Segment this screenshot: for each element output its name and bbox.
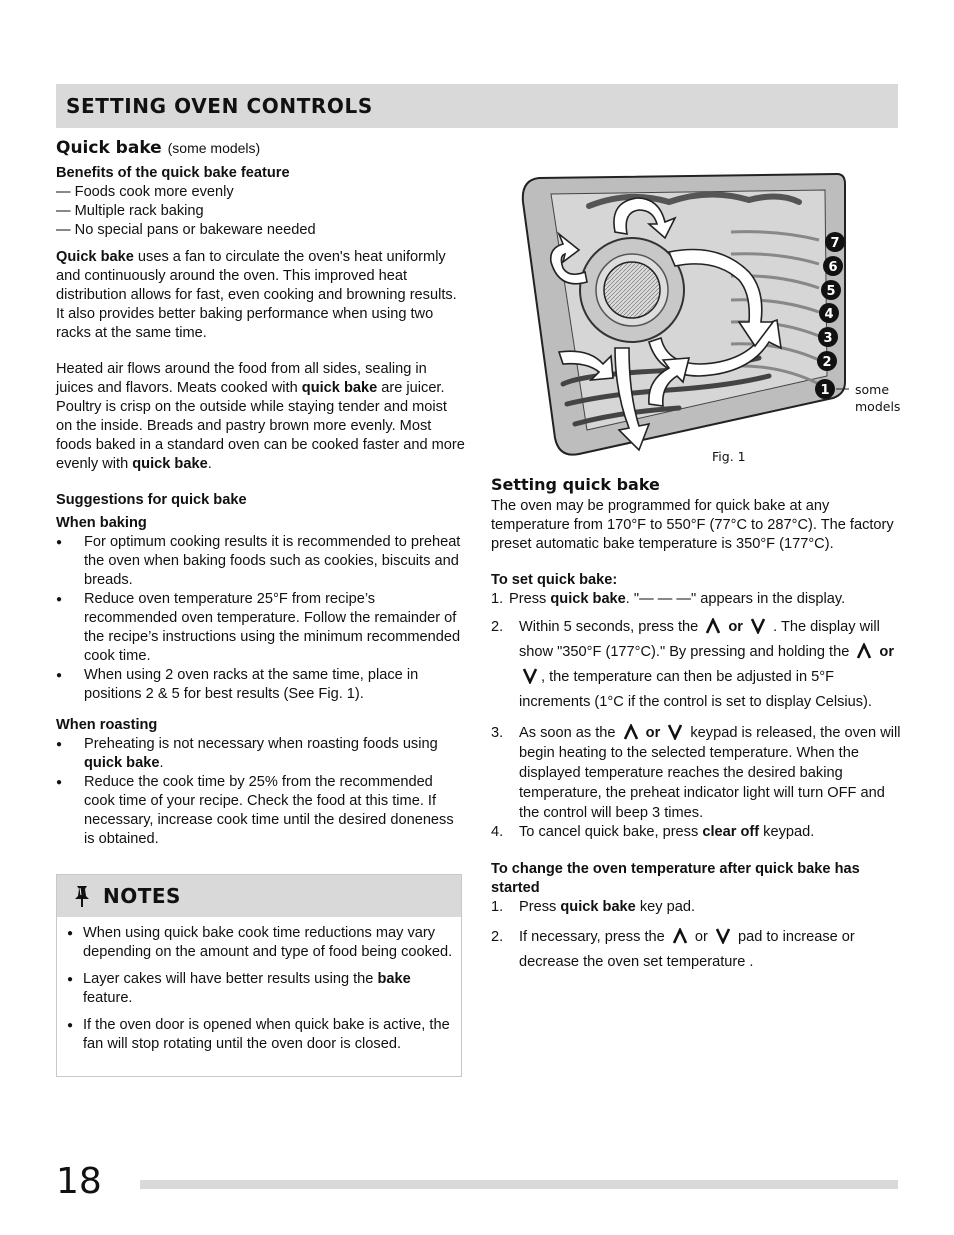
up-arrow-icon [672, 928, 688, 944]
change-heading: To change the oven temperature after quick bake has started [491, 861, 860, 896]
roasting-list [56, 735, 466, 849]
baking-list [56, 533, 466, 704]
rack-7-label: 7 [830, 236, 840, 251]
rack-6-label: 6 [828, 260, 838, 275]
fan-grille [604, 262, 660, 318]
setting-heading: Setting quick bake [491, 475, 660, 494]
step-number: 2. [491, 929, 504, 945]
right-column [491, 474, 901, 975]
step-item [491, 898, 901, 917]
airflow-text: Heated air flows around the food from all sides, sealing in juices and flavors. Meats cooked with [56, 361, 427, 396]
rack-5-label: 5 [826, 284, 836, 299]
up-arrow-icon [856, 643, 872, 659]
footer-bar [140, 1180, 898, 1189]
step-number: 4. [491, 824, 504, 840]
rack-2-label: 2 [822, 355, 832, 370]
or-text: or [879, 644, 895, 660]
roast-text: . [159, 755, 164, 771]
rack-1-label: 1 [820, 383, 830, 398]
note-text: Layer cakes will have better results using the [83, 971, 378, 987]
airflow-paragraph [56, 360, 466, 474]
step-text: keypad is released, the oven will begin heating to the selected temperature. When the displayed temperature reaches the desired baking temperature, the preheat indicator light will turn OFF and the control will beep 3 times. [519, 725, 901, 821]
page-number: 18 [56, 1161, 102, 1202]
pushpin-icon [71, 884, 93, 908]
or-text: or [728, 619, 743, 635]
step-bold: quick bake [550, 591, 626, 607]
notes-header [57, 875, 461, 917]
step-item [491, 723, 901, 823]
rack-3-label: 3 [823, 331, 833, 346]
down-arrow-icon [750, 618, 766, 634]
notes-title: NOTES [103, 884, 181, 908]
down-arrow-icon [715, 928, 731, 944]
airflow-bold: quick bake [301, 380, 378, 396]
rack-4-label: 4 [824, 307, 834, 322]
step-item [491, 925, 901, 975]
down-arrow-icon [667, 724, 683, 740]
list-item [56, 735, 466, 773]
list-item: ● For optimum cooking results it is recommended to preheat the oven when baking foods such as cookies, biscuits and breads. [56, 533, 466, 590]
airflow-text: are juicer. Poultry is crisp on the outside while staying tender and moist on the inside. Breads and pastry brown more evenly. Most foods baked in a standard oven can be cooked faster and more evenly with [56, 380, 465, 472]
oven-figure [519, 172, 849, 458]
step-number: 1. [491, 591, 504, 607]
baking-heading: When baking [56, 515, 147, 531]
note-item: ● If the oven door is opened when quick bake is active, the fan will stop rotating until the oven door is closed. [67, 1016, 453, 1054]
page-title: SETTING OVEN CONTROLS [66, 94, 373, 118]
step-text: keypad. [759, 824, 815, 840]
step-text: Within 5 seconds, press the [519, 619, 703, 635]
note-text: feature. [83, 990, 133, 1006]
roasting-heading: When roasting [56, 717, 158, 733]
step-text: . The display will show "350°F (177°C)." By pressing and holding the [519, 619, 880, 660]
notes-box [56, 874, 462, 1077]
change-steps [491, 898, 901, 975]
some-models-line: some [855, 382, 890, 397]
or-text: or [645, 725, 661, 741]
intro-bold: Quick bake [56, 249, 134, 265]
quick-bake-heading [56, 136, 466, 160]
intro-paragraph [56, 248, 466, 343]
step-text: , the temperature can then be adjusted in 5°F increments (1°C if the control is set to display Celsius). [519, 669, 872, 710]
step-item [491, 590, 901, 609]
some-models-line: models [855, 399, 901, 414]
note-item [67, 970, 453, 1008]
list-item: ● Reduce the cook time by 25% from the recommended cook time of your recipe. Check the food at this time. If necessary, increase cook time until the desired doneness is obtained. [56, 773, 466, 849]
step-text: If necessary, press the [519, 929, 669, 945]
note-bold: bake [377, 971, 411, 987]
step-number: 2. [491, 619, 504, 635]
benefits-heading: Benefits of the quick bake feature [56, 165, 290, 181]
step-item [491, 615, 901, 715]
roast-bold: quick bake [84, 755, 160, 771]
step-number: 1. [491, 899, 504, 915]
left-column [56, 136, 466, 849]
step-text: As soon as the [519, 725, 620, 741]
suggestions-heading: Suggestions for quick bake [56, 492, 247, 508]
up-arrow-icon [705, 618, 721, 634]
airflow-text: . [207, 456, 212, 472]
step-text: pad to increase or decrease the oven set temperature . [519, 929, 855, 970]
down-arrow-icon [522, 668, 538, 684]
set-steps [491, 590, 901, 842]
step-bold: quick bake [560, 899, 636, 915]
step-item [491, 823, 901, 842]
note-item: ● When using quick bake cook time reductions may vary depending on the amount and type of food being cooked. [67, 924, 453, 962]
step-number: 3. [491, 725, 504, 741]
intro-text: uses a fan to circulate the oven's heat uniformly and continuously around the oven. This improved heat distribution allows for fast, even cooking and browning results. It also provides better baking performance when using two racks at the same time. [56, 249, 457, 341]
quick-bake-subtitle: (some models) [167, 140, 261, 156]
or-text: or [694, 929, 708, 945]
step-text: Press [519, 899, 561, 915]
up-arrow-icon [623, 724, 639, 740]
benefit-item: — Foods cook more evenly [56, 184, 234, 200]
list-item: ● When using 2 oven racks at the same time, place in positions 2 & 5 for best results (See Fig. 1). [56, 666, 466, 704]
benefit-item: — Multiple rack baking [56, 203, 204, 219]
step-text: key pad. [635, 899, 696, 915]
airflow-bold: quick bake [132, 456, 208, 472]
step-text: To cancel quick bake, press [519, 824, 703, 840]
list-item: ● Reduce oven temperature 25°F from recipe’s recommended oven temperature. Follow the remainder of the recipe’s instructions using the minimum recommended cook time. [56, 590, 466, 666]
some-models-label [855, 381, 900, 415]
setting-intro: The oven may be programmed for quick bake at any temperature from 170°F to 550°F (77°C to 287°C). The factory preset automatic bake temperature is 350°F (177°C). [491, 498, 894, 552]
to-set-heading: To set quick bake: [491, 572, 618, 588]
step-bold: clear off [702, 824, 760, 840]
step-text: Press [509, 591, 551, 607]
figure-caption: Fig. 1 [712, 449, 746, 464]
benefit-item: — No special pans or bakeware needed [56, 222, 316, 238]
quick-bake-title: Quick bake [56, 138, 162, 158]
step-text: . "— — —" appears in the display. [625, 591, 846, 607]
roast-text: Preheating is not necessary when roasting foods using [84, 736, 438, 752]
notes-list [67, 924, 453, 1062]
